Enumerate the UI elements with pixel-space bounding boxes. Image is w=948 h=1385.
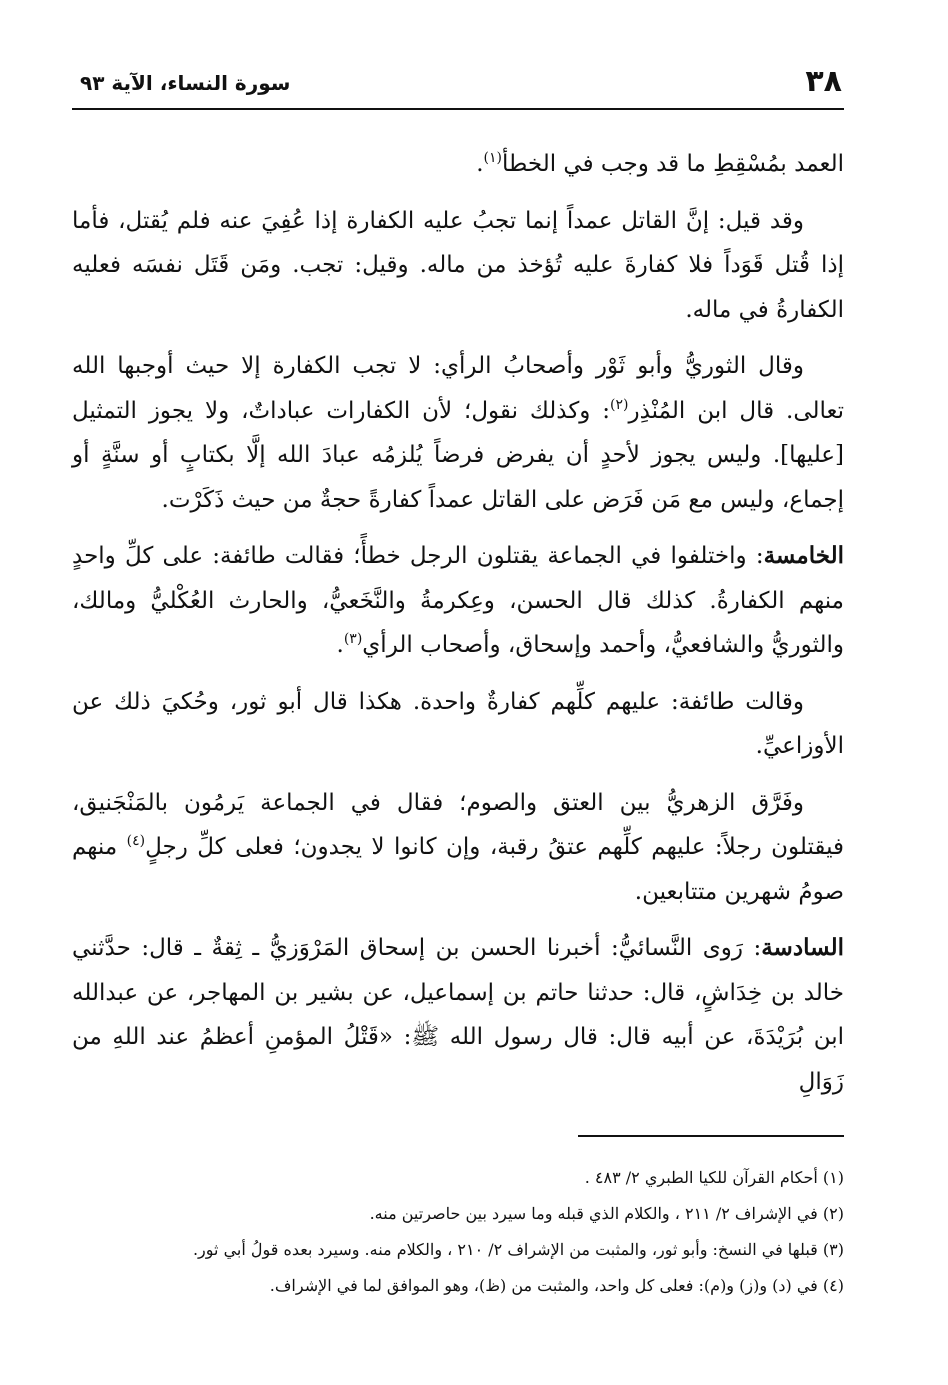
paragraph [72,534,844,668]
footnotes [72,1160,844,1304]
footnote-ref: (١) [483,150,502,166]
header-rule [72,108,844,110]
page-header [72,58,848,108]
paragraph-tail: منهم صومُ شهرين متتابعين. [72,834,844,905]
paragraph-text: وقال الثوريُّ وأبو ثَوْر وأصحابُ الرأي: لا تجب الكفارة إلا حيث أوجبها الله تعالى. قال ابن المُنْذِر [72,353,844,424]
paragraph [72,680,844,769]
footnote-ref: (٣) [343,631,363,647]
footnote: (٣) قبلها في النسخ: وأبو ثور، والمثبت من الإشراف ٢/ ٢١٠ ، والكلام منه. وسيرد بعده قولُ أبي ثور. [192,1240,844,1259]
footnote-ref: (٤) [126,833,146,849]
paragraph-text: وقالت طائفة: عليهم كلِّهم كفارةٌ واحدة. هكذا قال أبو ثور، وحُكيَ ذلك عن الأوزاعيِّ. [72,688,844,759]
paragraph-tail: . [336,632,344,658]
paragraph-text: : رَوى النَّسائيُّ: أخبرنا الحسن بن إسحاق المَرْوَزيُّ ـ ثِقةٌ ـ قال: حدَّثني خالد بن خِدَاشٍ، قال: حدثنا حاتم بن إسماعيل، عن بشير بن المهاجر، عن عبدالله ابن بُرَيْدَةَ، عن أبيه قال: قال رسول الله ﷺ: «قَتْلُ المؤمنِ أعظمُ عند اللهِ من زَوَالِ [72,935,844,1095]
footnote: (٤) في (د) و(ز) و(م): فعلى كل واحد، والمثبت من (ظ)، وهو الموافق لما في الإشراف. [269,1276,844,1295]
footnote: (١) أحكام القرآن للكيا الطبري ٢/ ٤٨٣ . [584,1168,844,1187]
paragraph [72,926,844,1104]
running-title: سورة النساء، الآية ٩٣ [80,71,291,95]
paragraph [72,199,844,333]
main-text [72,142,844,1116]
paragraph-text: وفَرَّق الزهريُّ بين العتق والصوم؛ فقال في الجماعة يَرمُون بالمَنْجَنيق، فيقتلون رجلاً: عليهم كلِّهم عتقُ رقبة، وإن كانوا لا يجدون؛ فعلى كلِّ رجلٍ [72,789,845,860]
paragraph-tail: : وكذلك نقول؛ لأن الكفارات عباداتٌ، ولا يجوز التمثيل [عليها]. وليس يجوز لأحدٍ أن يفرض فرضاً يُلزمُه عبادَ الله إلَّا بكتابٍ أو سنَّةٍ أو إجماع، وليس مع مَن فَرَض على القاتل عمداً كفارةً حجةٌ من حيث ذَكَرْت. [72,397,844,513]
paragraph [72,781,844,915]
paragraph [72,142,844,187]
footnote: (٢) في الإشراف ٢/ ٢١١ ، والكلام الذي قبله وما سيرد بين حاصرتين منه. [369,1204,844,1223]
page-number: ٣٨ [805,64,842,99]
footnote-ref: (٢) [610,396,629,413]
paragraph-tail: . [476,151,484,177]
paragraph-text: العمد بمُسْقِطِ ما قد وجب في الخطأ [501,151,844,177]
paragraph [72,344,844,522]
section-keyword: الخامسة [763,542,844,569]
paragraph-text: : واختلفوا في الجماعة يقتلون الرجل خطأً؛ فقالت طائفة: على كلِّ واحدٍ منهم الكفارةُ. كذلك قال الحسن، وعِكرمةُ والنَّخَعيُّ، والحارث العُكْليُّ ومالك، والثوريُّ والشافعيُّ، وأحمد وإسحاق، وأصحاب الرأي [72,543,844,658]
paragraph-text: وقد قيل: إنَّ القاتل عمداً إنما تجبُ عليه الكفارة إذا عُفِيَ عنه فلم يُقتل، فأما إذا قُتل قَوَداً فلا كفارةَ عليه تُؤخذ من ماله. وقيل: تجب. ومَن قَتَل نفسَه فعليه الكفارةُ في ماله. [72,207,844,323]
section-keyword: السادسة [761,934,844,961]
footnote-rule [578,1135,844,1137]
